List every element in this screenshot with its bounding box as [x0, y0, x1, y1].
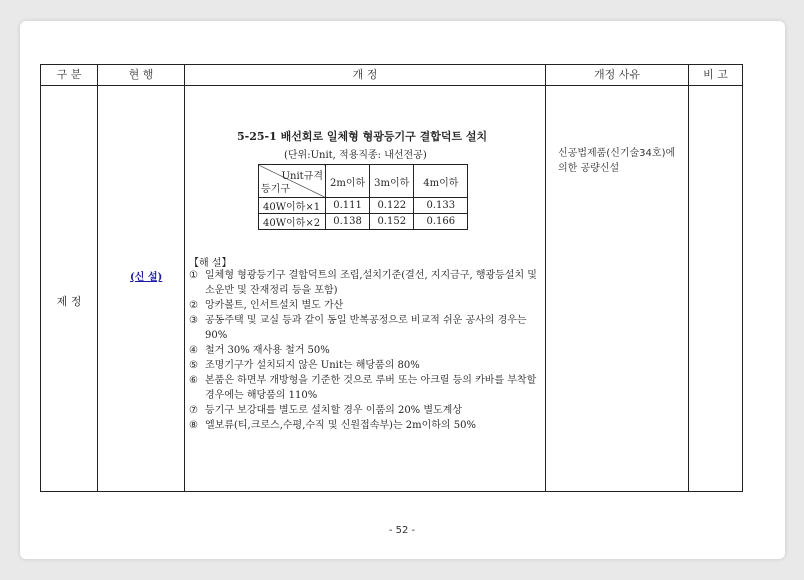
table-cell: 0.122: [370, 198, 414, 214]
corner-cell: [259, 165, 326, 198]
note-number: ①: [189, 270, 198, 281]
column-header: 3m이하: [370, 165, 414, 198]
note-text: 일체형 형광등기구 결합덕트의 조립,설치기준(결선, 지지금구, 행광등설치 및 소운반 및 잔재정리 등을 포함): [205, 270, 537, 296]
table-header-row: [41, 65, 742, 86]
table-cell: 0.133: [414, 198, 468, 214]
column-divider: [688, 65, 689, 491]
page-number: - 52 -: [388, 525, 416, 536]
corner-top-label: Unit규격: [281, 171, 323, 182]
note-item: [189, 298, 549, 313]
column-header: 2m이하: [326, 165, 370, 198]
row-label: 40W이하×2: [259, 214, 326, 230]
revision-table: [40, 64, 743, 492]
notes-title: 【해 설】: [189, 258, 232, 269]
note-item: [189, 403, 549, 418]
revision-reason: 신공법제품(신기술34호)에 의한 공량신설: [558, 148, 676, 174]
section-title: 5-25-1 배선회로 일체형 형광등기구 결합덕트 설치: [237, 130, 488, 143]
notes-list: [189, 268, 549, 433]
labor-table: [258, 164, 468, 230]
table-cell: 0.138: [326, 214, 370, 230]
note-text: 본품은 하면부 개방형을 기준한 것으로 루버 또는 아크릴 등의 카바를 부착할 경우에는 해당품의 110%: [205, 375, 537, 401]
column-header: 4m이하: [414, 165, 468, 198]
note-number: ②: [189, 300, 198, 311]
header-remarks: 비 고: [703, 68, 728, 81]
note-text: 공동주택 및 교실 등과 같이 동일 반복공정으로 비교적 쉬운 공사의 경우는 90%: [205, 315, 527, 341]
corner-bottom-label: 등기구: [261, 184, 290, 195]
table-row: [259, 198, 468, 214]
note-item: [189, 373, 549, 403]
table-row: [259, 214, 468, 230]
row-category: 제 정: [56, 295, 82, 308]
column-divider: [184, 65, 185, 491]
note-text: 조명기구가 설치되지 않은 Unit는 해당품의 80%: [205, 360, 420, 371]
row-status: (신 설): [130, 272, 163, 283]
note-text: 앙카볼트, 인서트설치 별도 가산: [205, 300, 344, 311]
section-subtitle: (단위:Unit, 적용직종: 내선전공): [284, 150, 427, 161]
note-item: [189, 313, 549, 343]
row-label: 40W이하×1: [259, 198, 326, 214]
note-item: [189, 358, 549, 373]
note-number: ④: [189, 345, 198, 356]
note-item: [189, 343, 549, 358]
note-number: ⑦: [189, 405, 198, 416]
note-number: ⑤: [189, 360, 198, 371]
note-item: [189, 268, 549, 298]
note-text: 엘보류(티,크로스,수평,수직 및 신원접속부)는 2m이하의 50%: [205, 420, 476, 431]
header-reason: 개정 사유: [593, 68, 640, 81]
labor-table-header: [259, 165, 468, 198]
table-cell: 0.166: [414, 214, 468, 230]
note-number: ⑧: [189, 420, 198, 431]
note-number: ⑥: [189, 375, 198, 386]
header-revision: 개 정: [352, 68, 378, 81]
table-cell: 0.111: [326, 198, 370, 214]
note-item: [189, 418, 549, 433]
note-number: ③: [189, 315, 198, 326]
column-divider: [97, 65, 98, 491]
note-text: 철거 30% 재사용 철거 50%: [205, 345, 330, 356]
header-current: 현 행: [128, 68, 154, 81]
header-category: 구 분: [56, 68, 82, 81]
note-text: 등기구 보강대를 별도로 설치할 경우 이품의 20% 별도계상: [205, 405, 462, 416]
table-cell: 0.152: [370, 214, 414, 230]
